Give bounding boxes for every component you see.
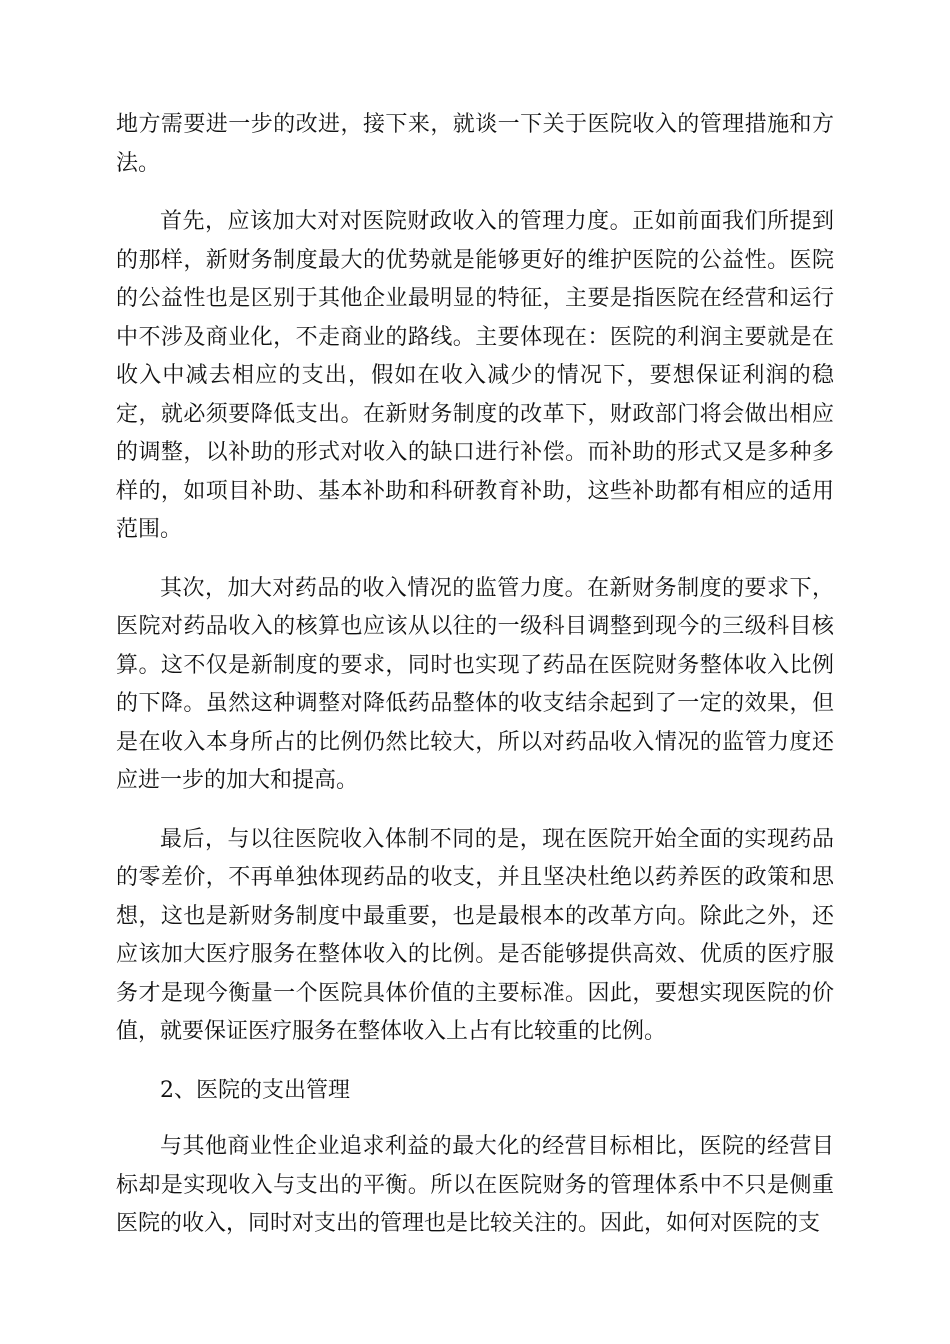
paragraph-zero-markup-reform: 最后，与以往医院收入体制不同的是，现在医院开始全面的实现药品的零差价，不再单独体现药品的收支，并且坚决杜绝以药养医的政策和思想，这也是新财务制度中最重要，也是最根本的改革方向。除此之外，还应该加大医疗服务在整体收入的比例。是否能够提供高效、优质的医疗服务才是现今衡量一个医院具体价值的主要标准。因此，要想实现医院的价值，就要保证医疗服务在整体收入上占有比较重的比例。: [116, 826, 834, 1044]
paragraph-hospital-finance-revenue: 首先，应该加大对对医院财政收入的管理力度。正如前面我们所提到的那样，新财务制度最大的优势就是能够更好的维护医院的公益性。医院的公益性也是区别于其他企业最明显的特征，主要是指医院在经营和运行中不涉及商业化，不走商业的路线。主要体现在：医院的利润主要就是在收入中减去相应的支出，假如在收入减少的情况下，要想保证利润的稳定，就必须要降低支出。在新财务制度的改革下，财政部门将会做出相应的调整，以补助的形式对收入的缺口进行补偿。而补助的形式又是多种多样的，如项目补助、基本补助和科研教育补助，这些补助都有相应的适用范围。: [116, 209, 834, 542]
document-body: [116, 106, 834, 1264]
section-heading-expenditure-management: 2、医院的支出管理: [160, 1077, 350, 1103]
paragraph-continuation: 地方需要进一步的改进，接下来，就谈一下关于医院收入的管理措施和方法。: [116, 112, 834, 176]
paragraph-expenditure-intro: 与其他商业性企业追求利益的最大化的经营目标相比，医院的经营目标却是实现收入与支出的平衡。所以在医院财务的管理体系中不只是侧重医院的收入，同时对支出的管理也是比较关注的。因此，如何对医院的支: [116, 1134, 834, 1236]
paragraph-drug-revenue-supervision: 其次，加大对药品的收入情况的监管力度。在新财务制度的要求下，医院对药品收入的核算也应该从以往的一级科目调整到现今的三级科目核算。这不仅是新制度的要求，同时也实现了药品在医院财务整体收入比例的下降。虽然这种调整对降低药品整体的收支结余起到了一定的效果，但是在收入本身所占的比例仍然比较大，所以对药品收入情况的监管力度还应进一步的加大和提高。: [116, 575, 834, 793]
